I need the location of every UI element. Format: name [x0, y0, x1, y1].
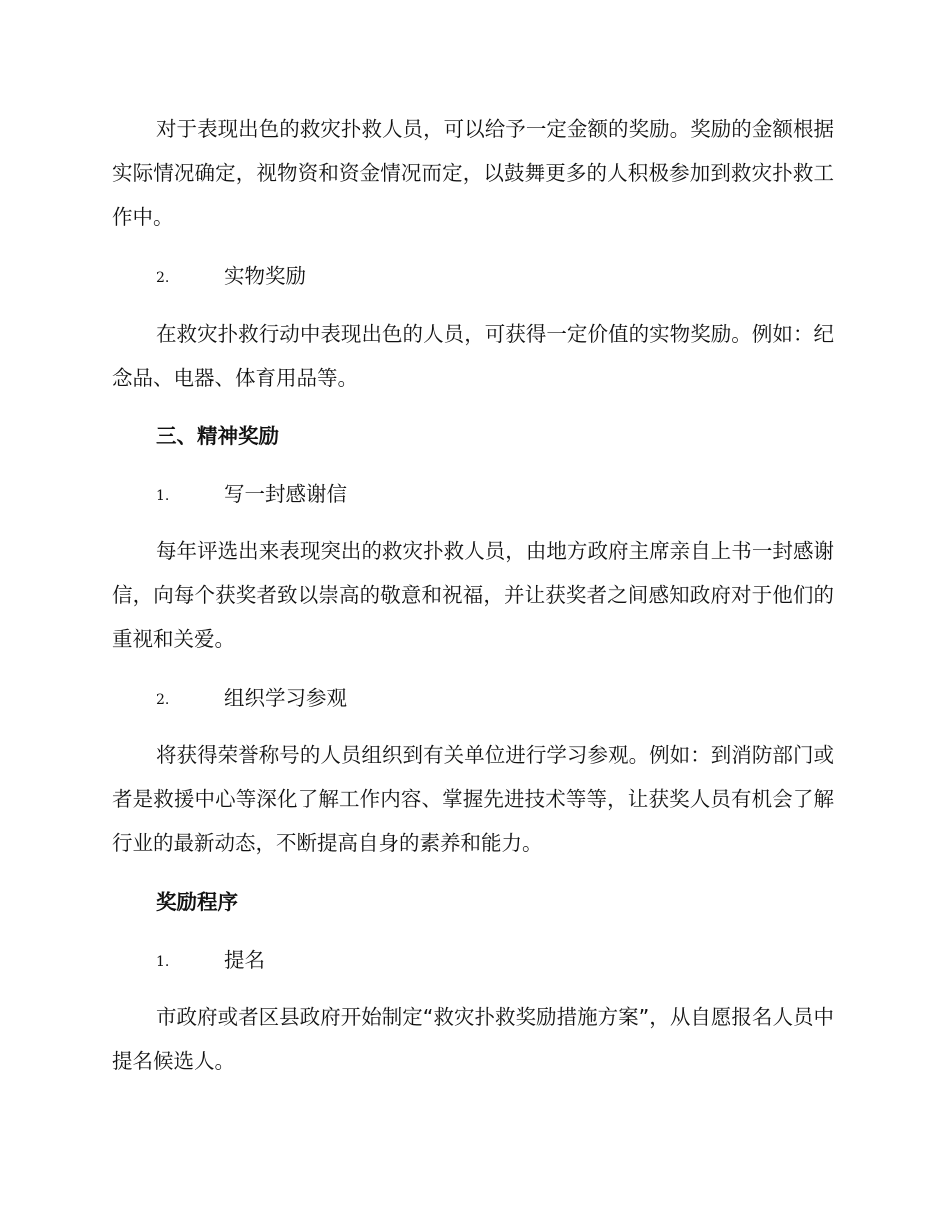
list-number: 1.	[156, 954, 170, 970]
list-label: 提名	[224, 948, 265, 972]
paragraph-thank-you-letter: 每年评选出来表现突出的救灾扑救人员，由地方政府主席亲自上书一封感谢信，向每个获奖者致以崇高的敬意和祝福，并让获奖者之间感知政府对于他们的重视和关爱。	[112, 539, 834, 651]
section-heading-reward-procedure: 奖励程序	[156, 890, 238, 914]
list-number: 1.	[156, 488, 170, 504]
paragraph-study-visit: 将获得荣誉称号的人员组织到有关单位进行学习参观。例如：到消防部门或者是救援中心等深化了解工作内容、掌握先进技术等等，让获奖人员有机会了解行业的最新动态，不断提高自身的素养和能力。	[112, 743, 834, 855]
list-number: 2.	[156, 270, 170, 286]
list-label: 写一封感谢信	[224, 482, 347, 506]
paragraph-material-reward: 在救灾扑救行动中表现出色的人员，可获得一定价值的实物奖励。例如：纪念品、电器、体育用品等。	[112, 322, 834, 390]
list-number: 2.	[156, 692, 170, 708]
paragraph-cash-reward: 对于表现出色的救灾扑救人员，可以给予一定金额的奖励。奖励的金额根据实际情况确定，视物资和资金情况而定，以鼓舞更多的人积极参加到救灾扑救工作中。	[112, 117, 834, 229]
paragraph-nomination: 市政府或者区县政府开始制定“救灾扑救奖励措施方案”，从自愿报名人员中提名候选人。	[112, 1005, 834, 1073]
section-heading-spiritual-reward: 三、精神奖励	[156, 424, 279, 448]
list-label: 实物奖励	[224, 264, 306, 288]
list-label: 组织学习参观	[224, 686, 347, 710]
